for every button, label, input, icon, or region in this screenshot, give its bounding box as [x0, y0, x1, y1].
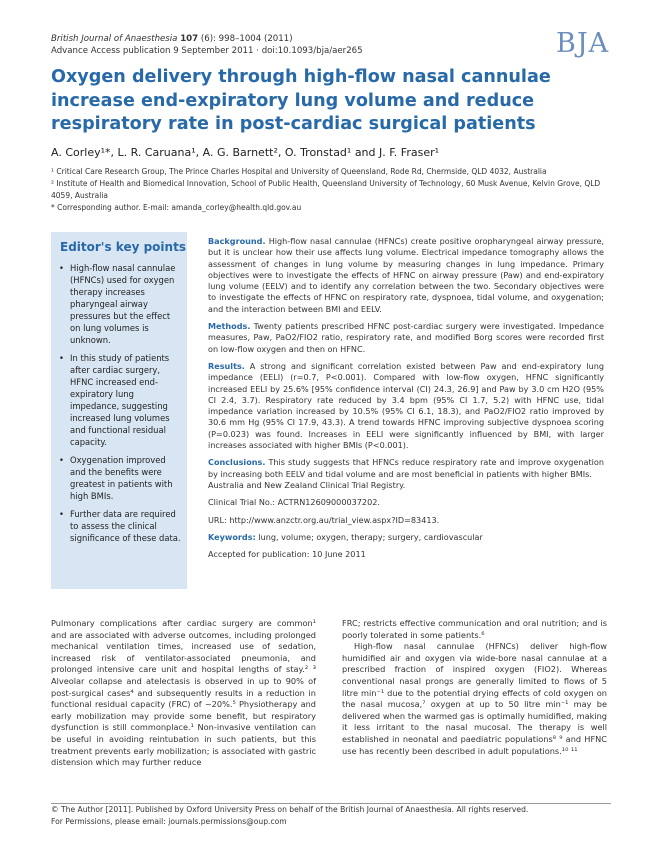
- permissions-line: For Permissions, please email: journals.permissions@oup.com: [51, 817, 287, 826]
- trial-url: URL: http://www.anzctr.org.au/trial_view.aspx?ID=83413.: [208, 514, 440, 525]
- key-points-list: [51, 262, 187, 544]
- body-column-left: [51, 618, 316, 769]
- abstract-background: [208, 236, 604, 315]
- journal-issue-pages: (6): 998–1004 (2011): [200, 34, 293, 44]
- abstract-results: [208, 361, 604, 451]
- intro-paragraph-2: High-flow nasal cannulae (HFNCs) deliver high-flow humidified air and oxygen via wide-bore nasal cannulae at a prescribed fraction of inspired oxygen (FIO2). Whereas conventional nasal prongs are generally limited to flows of 5 litre min⁻¹ due to the potential drying effects of cold oxygen on the nasal mucosa,⁷ oxygen at up to 50 litre min⁻¹ may be delivered when the warmed gas is optimally humidified, making it less irritant to the nasal mucosal. The therapy is well established in neonatal and paediatric populations⁸ ⁹ and HFNC use has recently been described in adult populations.¹⁰ ¹¹: [342, 641, 607, 756]
- trial-registry: Australia and New Zealand Clinical Trial Registry.: [208, 479, 406, 490]
- results-text: A strong and significant correlation existed between Paw and end-expiratory lung impedance (EELI) (r=0.7, P<0.001). Compared with low-flow oxygen, HFNC significantly increased EELI by 25.6% [95% confidence interval (CI) 24.3, 26.9] and Paw by 3.0 cm H2O (95% CI 2.4, 3.7). Respiratory rate reduced by 3.4 bpm (95% CI 1.7, 5.2) with HFNC use, tidal impedance variation increased by 10.5% (95% CI 6.1, 18.3), and PaO2/FIO2 ratio improved by 30.6 mm Hg (95% CI 17.9, 43.3). A trend towards HFNC improving subjective dyspnoea scoring (P=0.023) was found. Increases in EELI were significantly influenced by BMI, with larger increases associated with higher BMIs (P<0.001).: [208, 360, 604, 451]
- copyright-footer: [51, 803, 611, 828]
- keywords-label: Keywords:: [208, 531, 256, 542]
- copyright-line: © The Author [2011]. Published by Oxford University Press on behalf of the British Journal of Anaesthesia. All rights reserved.: [51, 805, 529, 814]
- abstract-conclusions: [208, 457, 604, 480]
- editors-key-points-box: [51, 232, 187, 589]
- advance-access-line: Advance Access publication 9 September 2011 · doi:10.1093/bja/aer265: [51, 46, 363, 56]
- methods-text: Twenty patients prescribed HFNC post-cardiac surgery were investigated. Impedance measures, Paw, PaO2/FIO2 ratio, respiratory rate, and modified Borg scores were recorded first on low-flow oxygen and then on HFNC.: [208, 321, 604, 354]
- journal-name: British Journal of Anaesthesia: [51, 34, 178, 44]
- affiliation-1: ¹ Critical Care Research Group, The Prince Charles Hospital and University of Queensland, Rode Rd, Chermside, QLD 4032, Australia: [51, 167, 547, 176]
- key-points-heading: Editor's key points: [60, 240, 186, 254]
- background-text: High-flow nasal cannulae (HFNCs) create positive oropharyngeal airway pressure, but it is unclear how their use affects lung volume. Electrical impedance tomography allows the assessment of changes in lung volume by measuring changes in lung impedance. Primary objectives were to investigate the effects of HFNC on airway pressure (Paw) and end-expiratory lung volume (EELV) and to identify any correlation between the two. Secondary objectives were to investigate the effects of HFNC on respiratory rate, dyspnoea, tidal volume, and oxygenation; and the interaction between BMI and EELV.: [208, 236, 604, 314]
- key-point: • Oxygenation improved and the benefits were greatest in patients with high BMIs.: [59, 454, 182, 502]
- key-point: • Further data are required to assess the clinical significance of these data.: [59, 508, 182, 544]
- key-point: • High-flow nasal cannulae (HFNCs) used for oxygen therapy increases pharyngeal airway pressures but the effect on lung volumes is unknown.: [59, 262, 182, 346]
- running-header: [51, 33, 363, 57]
- body-column-right: [342, 618, 607, 757]
- background-label: Background.: [208, 236, 266, 246]
- trial-number: Clinical Trial No.: ACTRN12609000037202.: [208, 497, 380, 508]
- results-label: Results.: [208, 360, 245, 371]
- intro-paragraph-1-cont: FRC; restricts effective communication and oral nutrition; and is poorly tolerated in some patients.⁶: [342, 618, 607, 640]
- affiliation-2: ² Institute of Health and Biomedical Innovation, School of Public Health, Queensland University of Technology, 60 Musk Avenue, Kelvin Grove, QLD 4059, Australia: [51, 179, 601, 200]
- bja-logo: BJA: [556, 28, 610, 59]
- affiliations: [51, 166, 611, 214]
- accepted-date: Accepted for publication: 10 June 2011: [208, 549, 366, 560]
- conclusions-text: This study suggests that HFNCs reduce respiratory rate and improve oxygenation by increasing both EELV and tidal volume and are most beneficial in patients with higher BMIs.: [208, 457, 604, 479]
- journal-volume: 107: [180, 34, 199, 44]
- keywords-text: lung, volume; oxygen, therapy; surgery, cardiovascular: [258, 531, 483, 542]
- abstract-methods: [208, 321, 604, 355]
- abstract: [208, 236, 604, 566]
- corresponding-author: * Corresponding author. E-mail: amanda_corley@health.qld.gov.au: [51, 203, 302, 212]
- author-list: A. Corley¹*, L. R. Caruana¹, A. G. Barnett², O. Tronstad¹ and J. F. Fraser¹: [51, 146, 440, 159]
- keywords: [208, 532, 604, 543]
- methods-label: Methods.: [208, 321, 251, 332]
- conclusions-label: Conclusions.: [208, 457, 266, 468]
- article-title: Oxygen delivery through high-flow nasal cannulae increase end-expiratory lung volume and reduce respiratory rate in post-cardiac surgical patients: [51, 67, 551, 135]
- intro-paragraph-1: Pulmonary complications after cardiac surgery are common¹ and are associated with adverse outcomes, including prolonged mechanical ventilation times, increased use of sedation, increased risk of ventilator-associated pneumonia, and prolonged intensive care unit and hospital lengths of stay.² ³ Alveolar collapse and atelectasis is observed in up to 90% of post-surgical cases⁴ and subsequently results in a reduction in functional residual capacity (FRC) of ~20%.⁵ Physiotherapy and early mobilization may provide some benefit, but respiratory dysfunction is still commonplace.¹ Non-invasive ventilation can be useful in avoiding reintubation in such patients, but this treatment prevents early mobilization; is associated with gastric distension which may further reduce: [51, 618, 316, 768]
- key-point: • In this study of patients after cardiac surgery, HFNC increased end-expiratory lung impedance, suggesting increased lung volumes and functional residual capacity.: [59, 352, 182, 448]
